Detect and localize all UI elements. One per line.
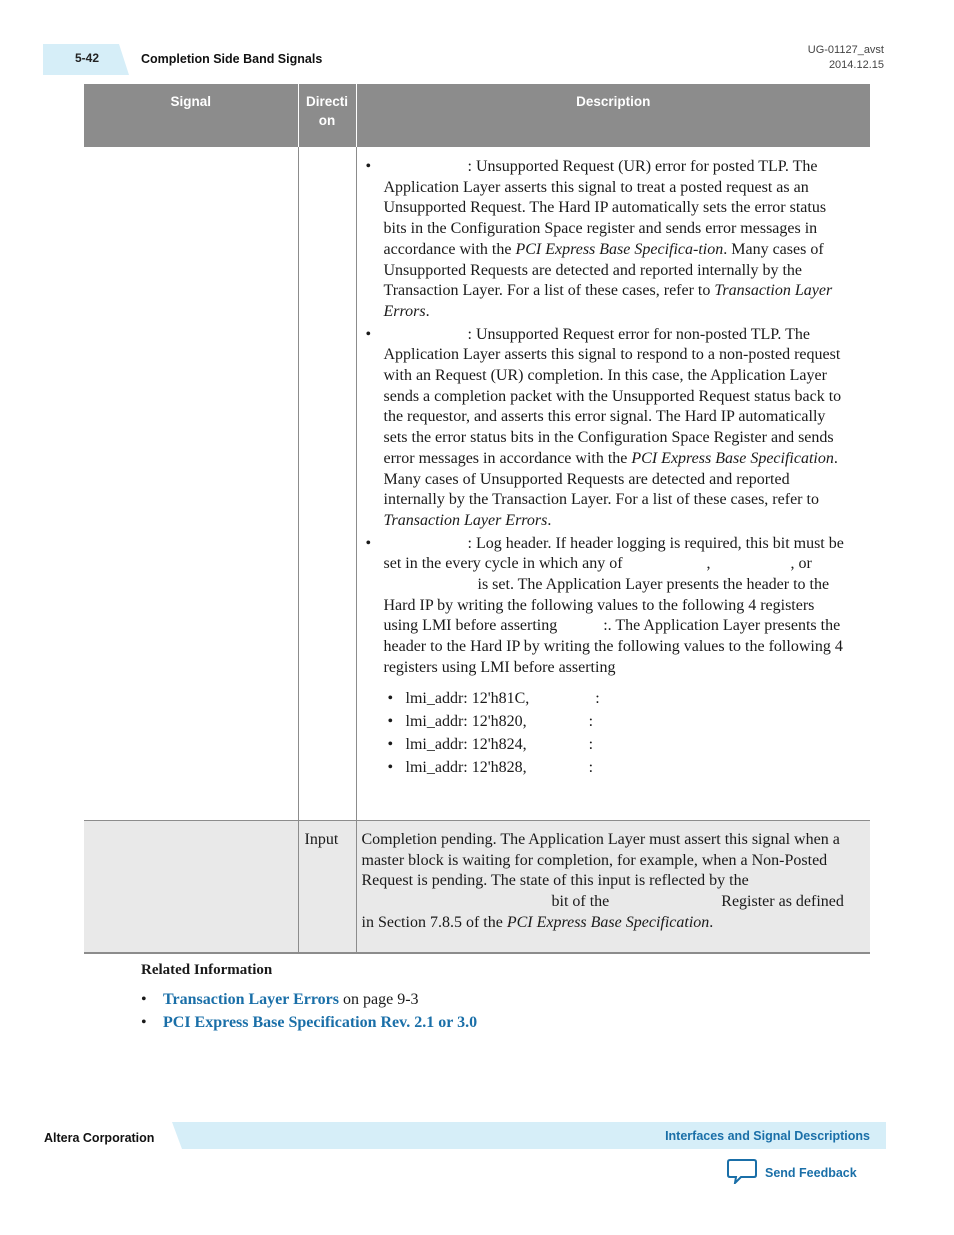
description-cell: Completion pending. The Application Layer must assert this signal when a master block is waiting for completion, for example, when a Non-Posted Request is pending. The state of this input is reflected by thebit of the Register as defined in Section 7.8.5 of the PCI Express Base Specification.	[356, 821, 870, 954]
signal-table	[84, 84, 870, 954]
table-row	[84, 821, 870, 954]
list-item: • lmi_addr: 12'h820, :	[384, 712, 847, 735]
list-item: • lmi_addr: 12'h828, :	[384, 758, 847, 781]
signal-cell	[84, 147, 298, 821]
signal-cell	[84, 821, 298, 954]
list-item	[141, 1014, 477, 1037]
description-bullets	[362, 157, 847, 781]
related-links	[141, 991, 477, 1037]
lmi-register-list	[384, 689, 847, 781]
list-item: • lmi_addr: 12'h81C, :	[384, 689, 847, 712]
doc-info	[808, 43, 884, 73]
company-name: Altera Corporation	[44, 1131, 155, 1145]
chapter-link[interactable]: Interfaces and Signal Descriptions	[665, 1129, 870, 1143]
table-row	[84, 147, 870, 821]
doc-date: 2014.12.15	[828, 59, 884, 71]
bullet-posted-ur: • : Unsupported Request (UR) error for posted TLP. The Application Layer asserts this signal to treat a posted request as an Unsupported Request. The Hard IP automatically sets the error status bits in the Configuration Space register and sends error messages in accordance with the PCI Express Base Specifica-tion. Many cases of Unsupported Requests are detected and reported internally by the Transaction Layer. For a list of these cases, refer to Transaction Layer Errors.	[362, 157, 847, 323]
link-transaction-layer-errors[interactable]: Transaction Layer Errors	[163, 991, 339, 1008]
send-feedback-button[interactable]	[727, 1158, 857, 1187]
link-pcie-base-spec[interactable]: PCI Express Base Specification Rev. 2.1 or 3.0	[163, 1014, 478, 1031]
table-header-row	[84, 84, 870, 147]
bullet-nonposted-ur: • : Unsupported Request error for non-posted TLP. The Application Layer asserts this signal to respond to a non-posted request with an Request (UR) completion. In this case, the Application Layer sends a completion packet with the Unsupported Request status back to the requestor, and asserts this error signal. The Hard IP automatically sets the error status bits in the Configuration Space Register and sends error messages in accordance with the PCI Express Base Specification. Many cases of Unsupported Requests are detected and reported internally by the Transaction Layer. For a list of these cases, refer to Transaction Layer Errors.	[362, 325, 847, 532]
speech-bubble-icon	[727, 1158, 757, 1187]
col-header-direction: Directi on	[298, 84, 356, 147]
list-item: • Transaction Layer Errors on page 9-3	[141, 991, 477, 1014]
col-header-description: Description	[356, 84, 870, 147]
direction-cell: Input	[298, 821, 356, 954]
section-title: Completion Side Band Signals	[141, 52, 323, 66]
bullet-log-header: • : Log header. If header logging is required, this bit must be set in the every cycle in which any of , , oris set. The Application Layer presents the header to the Hard IP by writing the following values to the following 4 registers using LMI before asserting :. The Application Layer presents the header to the Hard IP by writing the following values to the following 4 registers using LMI before asserting • lmi_addr: 12'h81C, : • lmi_addr: 12'h820, : • lmi_addr: 12'h824, : • lmi_addr: 12'h828, :	[362, 534, 847, 781]
description-cell	[356, 147, 870, 821]
direction-cell	[298, 147, 356, 821]
page-number: 5-42	[75, 51, 100, 65]
doc-id: UG-01127_avst	[807, 44, 884, 56]
send-feedback-label: Send Feedback	[765, 1165, 857, 1180]
col-header-signal: Signal	[84, 84, 298, 147]
list-item: • lmi_addr: 12'h824, :	[384, 735, 847, 758]
related-info-title: Related Information	[141, 962, 273, 978]
